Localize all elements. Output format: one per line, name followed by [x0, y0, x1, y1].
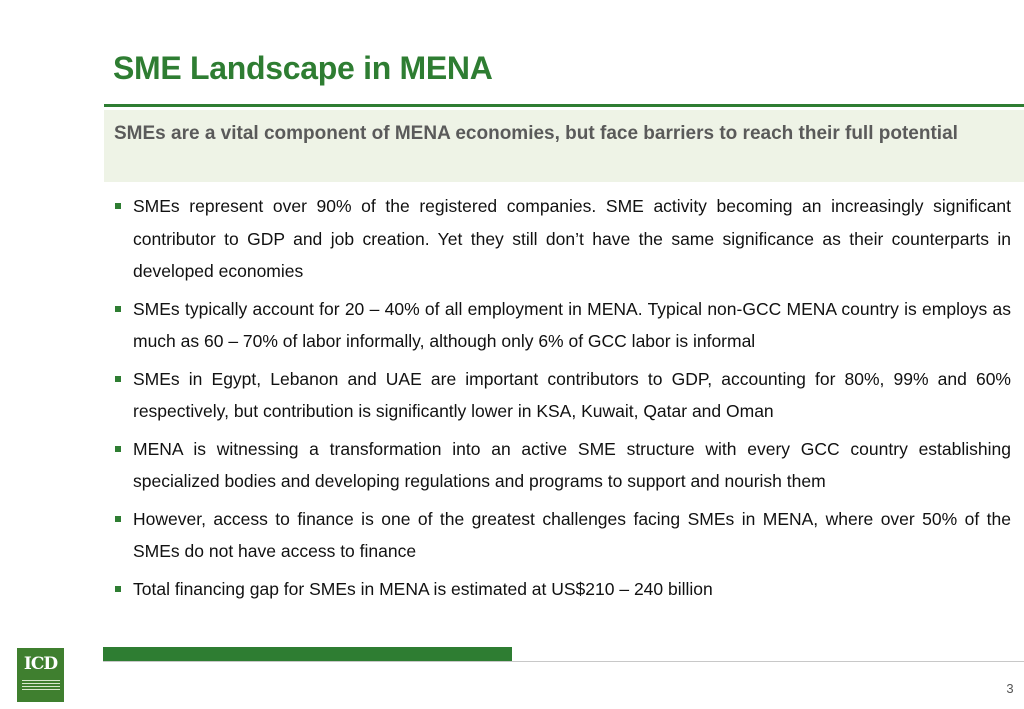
- square-bullet-icon: [115, 446, 121, 452]
- subtitle-banner: [104, 110, 1024, 182]
- logo-text: ICD: [23, 654, 58, 674]
- bullet-list: [113, 190, 1011, 610]
- bullet-text: SMEs in Egypt, Lebanon and UAE are important contributors to GDP, accounting for 80%, 99% and 60% respectively, but contribution is significantly lower in KSA, Kuwait, Qatar and Oman: [133, 368, 1011, 421]
- bullet-item: [113, 433, 1011, 498]
- footer-accent-bar: [103, 647, 512, 661]
- bullet-text: Total financing gap for SMEs in MENA is estimated at US$210 – 240 billion: [133, 578, 713, 599]
- icd-logo: [17, 648, 64, 702]
- bullet-text: SMEs represent over 90% of the registered companies. SME activity becoming an increasingly significant contributor to GDP and job creation. Yet they still don’t have the same significance as their counterparts in developed economies: [133, 196, 1011, 281]
- bullet-item: [113, 293, 1011, 358]
- bullet-text: MENA is witnessing a transformation into an active SME structure with every GCC country establishing specialized bodies and developing regulations and programs to support and nourish them: [133, 438, 1011, 491]
- square-bullet-icon: [115, 203, 121, 209]
- bullet-text: SMEs typically account for 20 – 40% of all employment in MENA. Typical non-GCC MENA country is employs as much as 60 – 70% of labor informally, although only 6% of GCC labor is informal: [133, 298, 1011, 351]
- subtitle-text: SMEs are a vital component of MENA economies, but face barriers to reach their full potential: [114, 123, 958, 144]
- logo-caption-lines: [22, 680, 60, 690]
- bullet-item: [113, 363, 1011, 428]
- square-bullet-icon: [115, 376, 121, 382]
- bullet-item: [113, 190, 1011, 288]
- bullet-text: However, access to finance is one of the greatest challenges facing SMEs in MENA, where over 50% of the SMEs do not have access to finance: [133, 508, 1011, 561]
- page-number: 3: [1006, 681, 1014, 696]
- title-divider: [104, 104, 1024, 107]
- slide-title: SME Landscape in MENA: [113, 50, 493, 86]
- square-bullet-icon: [115, 516, 121, 522]
- bullet-item: [113, 573, 1011, 606]
- bullet-item: [113, 503, 1011, 568]
- footer-divider: [103, 661, 1024, 662]
- square-bullet-icon: [115, 306, 121, 312]
- square-bullet-icon: [115, 586, 121, 592]
